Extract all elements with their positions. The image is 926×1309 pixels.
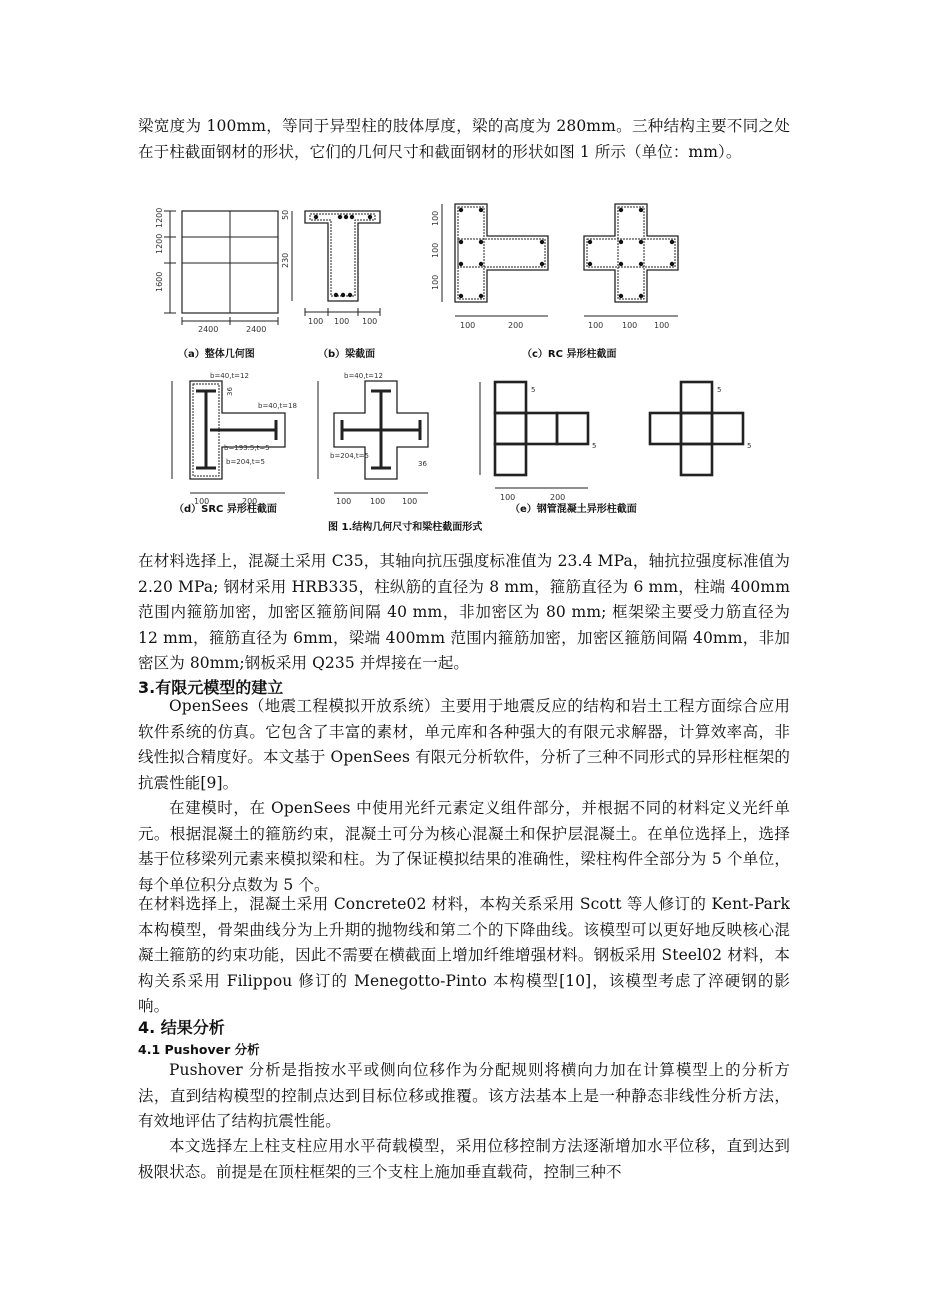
paragraph-modeling: 在建模时，在 OpenSees 中使用光纤元素定义组件部分，并根据不同的材料定义光纤单元。根据混凝土的箍筋约束，混凝土可分为核心混凝土和保护层混凝土。在单位选择上，选择基于位移梁列元素来模拟梁和柱。为了保证模拟结果的准确性，梁柱构件全部分为 5 个单位，每个单位积分点数为 5 个。 [138, 799, 790, 894]
section-heading-3: 3.有限元模型的建立 [138, 678, 284, 697]
dim-d-36a: 36 [226, 387, 234, 396]
dim-e-w1: 100 [500, 493, 516, 502]
dim-d-w3: 100 [336, 497, 352, 506]
dim-b-w1: 100 [308, 317, 324, 326]
dim-b-h2: 230 [281, 252, 290, 268]
dim-d2-b40t12: b=40,t=12 [344, 372, 383, 380]
dim-a-h2: 1200 [155, 233, 164, 254]
subcaption-b: （b）梁截面 [318, 349, 376, 360]
paragraph-intro: 梁宽度为 100mm，等同于异型柱的肢体厚度，梁的高度为 280mm。三种结构主要不同之处在于柱截面钢材的形状，它们的几何尺寸和截面钢材的形状如图 1 所示（单位：mm）。 [138, 117, 790, 161]
figure-1-drawing [150, 196, 780, 541]
fig-b-beam [292, 211, 380, 316]
dim-e-t2: 5 [592, 442, 597, 450]
subcaption-e: （e）钢管混凝土异形柱截面 [510, 504, 637, 515]
dim-d-w5: 100 [402, 497, 418, 506]
dim-c-w3: 100 [588, 321, 604, 330]
dim-d-b40t18: b=40,t=18 [258, 402, 297, 410]
paragraph-method: 本文选择左上柱支柱应用水平荷载模型，采用位移控制方法逐渐增加水平位移，直到达到极限状态。前提是在顶柱框架的三个支柱上施加垂直载荷，控制三种不 [138, 1137, 790, 1181]
dim-c-w4: 100 [622, 321, 638, 330]
fig-d-src-cross [318, 381, 428, 493]
dim-a-w2: 2400 [246, 325, 267, 334]
dim-c-w5: 100 [654, 321, 670, 330]
fig-e-cfst-cross [650, 382, 743, 475]
dim-a-h3: 1600 [155, 271, 164, 292]
figure-caption: 图 1.结构几何尺寸和梁柱截面形式 [328, 522, 483, 533]
dim-c-h3: 100 [431, 274, 440, 290]
dim-e-t1: 5 [531, 386, 536, 394]
rebar-dots [314, 208, 674, 298]
fig-c-rc-cross [584, 204, 678, 316]
subcaption-c: （c）RC 异形柱截面 [522, 349, 617, 360]
section-heading-4: 4. 结果分析 [138, 1018, 225, 1037]
dim-d-36b: 36 [418, 460, 427, 468]
paragraph-concrete: 在材料选择上，混凝土采用 Concrete02 材料，本构关系采用 Scott 等人修订的 Kent-Park 本构模型，骨架曲线分为上升期的抛物线和第二个的下降曲线。该模型可以更好地反映核心混凝土箍筋的约束功能，因此不需要在横截面上增加纤维增强材料。钢板采用 Steel02 材料，本构关系采用 Filippou 修订的 Menegotto-Pinto 本构模型[10]，该模型考虑了淬硬钢的影响。 [138, 895, 790, 1016]
paragraph-material: 在材料选择上，混凝土采用 C35，其轴向抗压强度标准值为 23.4 MPa，轴抗拉强度标准值为 2.20 MPa; 钢材采用 HRB335，柱纵筋的直径为 8 mm，箍筋直径为 6 mm，柱端 400mm 范围内箍筋加密，加密区箍筋间隔 40 mm，非加密区为 80 mm; 框架梁主要受力筋直径为 12 mm，箍筋直径为 6mm，梁端 400mm 范围内箍筋加密，加密区箍筋间隔 40mm，非加密区为 80mm;钢板采用 Q235 并焊接在一起。 [138, 552, 790, 673]
dim-d-w2: 200 [242, 497, 258, 506]
dim-b-w3: 100 [362, 317, 378, 326]
dim-e-w2: 200 [550, 493, 566, 502]
dim-c-w2: 200 [508, 321, 524, 330]
dim-e-t4: 5 [747, 442, 752, 450]
dim-d-b193: b=193.5,t=5 [224, 444, 270, 452]
section-heading-4-1: 4.1 Pushover 分析 [138, 1042, 260, 1057]
fig-e-cfst-t [495, 382, 588, 475]
dim-d2-b204: b=204,t=5 [330, 452, 369, 460]
dim-a-h1: 1200 [155, 207, 164, 228]
paragraph-pushover: Pushover 分析是指按水平或侧向位移作为分配规则将横向力加在计算模型上的分析方法，直到结构模型的控制点达到目标位移或推覆。该方法基本上是一种静态非线性分析方法，有效地评估了结构抗震性能。 [138, 1061, 790, 1131]
figure-1 [150, 196, 780, 541]
dim-e-t3: 5 [717, 386, 722, 394]
dim-c-h1: 100 [431, 210, 440, 226]
dim-b-h1: 50 [281, 209, 290, 220]
dim-d-b40t12: b=40,t=12 [210, 372, 249, 380]
dim-b-w2: 100 [334, 317, 350, 326]
dim-d-w4: 100 [370, 497, 386, 506]
paragraph-opensees: OpenSees（地震工程模拟开放系统）主要用于地震反应的结构和岩土工程方面综合应用 软件系统的仿真。它包含了丰富的素材，单元库和各种强大的有限元求解器，计算效率高，非线性拟合精度好。本文基于 OpenSees 有限元分析软件，分析了三种不同形式的异形柱框架的抗震性能[9]。 [138, 697, 790, 792]
dim-c-w1: 100 [460, 321, 476, 330]
dim-d-w1: 100 [194, 497, 210, 506]
dim-a-w1: 2400 [198, 325, 219, 334]
fig-d-src-t [172, 381, 285, 493]
dim-c-h2: 100 [431, 242, 440, 258]
fig-a-frame [164, 211, 278, 325]
subcaption-a: （a）整体几何图 [178, 349, 255, 360]
fig-c-rc-t [442, 204, 548, 316]
dim-d-b204: b=204,t=5 [226, 458, 265, 466]
subcaption-d: （d）SRC 异形柱截面 [174, 504, 277, 515]
